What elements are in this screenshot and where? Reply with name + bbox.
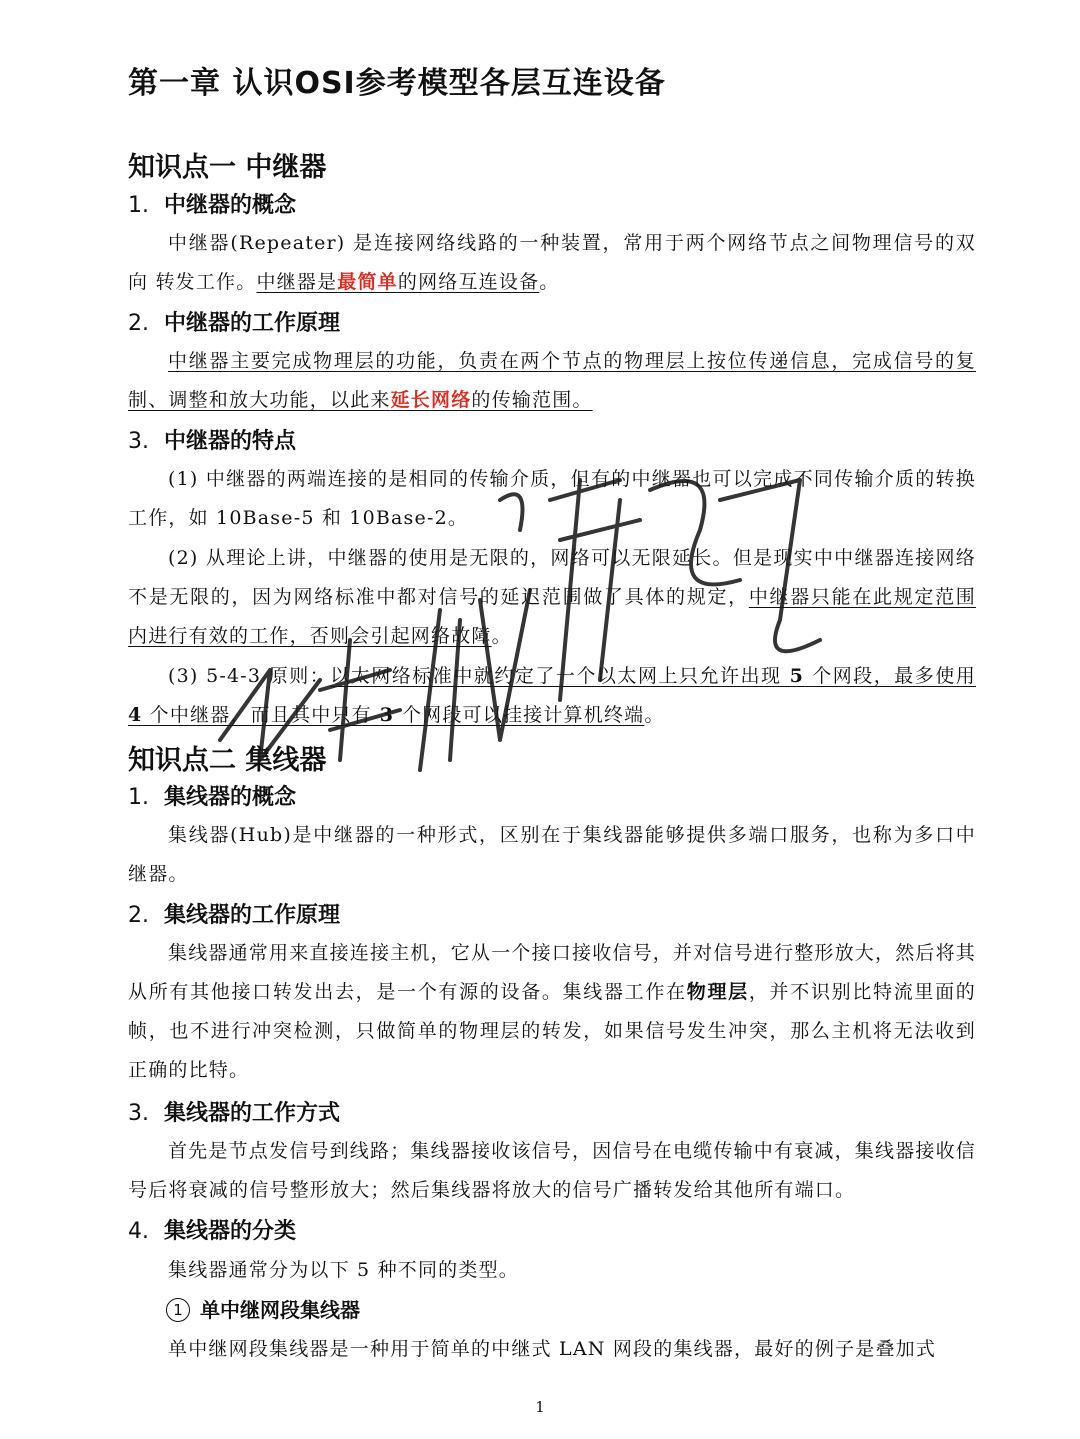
highlight-red-text: 最简单 [337,271,398,293]
paragraph-hub-types-intro: 集线器通常分为以下 5 种不同的类型。 [168,1259,519,1281]
bold-number: 4 [128,704,143,726]
text-run: 个网段可以挂接计算机终端 [401,704,645,726]
text-run: 。 [644,704,665,726]
section-2-4-heading [128,1214,296,1245]
text-run: 的网络互连设备 [397,271,540,293]
text-run: 以太网络标准中就约定了一个以太网上只允许出现 [330,665,782,687]
page-number: 1 [535,1398,545,1416]
text-run: (2) 从理论上讲，中继器的使用是无限的，网络可以无限延长。但是现实中中继器连接网络不是无限的，因为网络标准中都对信号的延迟范围做了具体的规定， [128,547,976,608]
section-1-1-heading [128,188,296,219]
circled-number-1: 1 [166,1298,190,1322]
section-title: 中继器的特点 [164,429,297,454]
chapter-title: 第一章 认识OSI参考模型各层互连设备 [128,66,666,101]
knowledge-point-1-title: 知识点一 中继器 [128,152,327,183]
subsection-title: 单中继网段集线器 [200,1298,360,1322]
bold-term: 物理层 [686,981,749,1003]
paragraph-repeater-principle [128,342,976,420]
text-run: ，并不识别比特流里面的帧，也不进行冲突检测，只做简单的物理层的转发，如果信号发生冲突，那么主机将无法收到正确的比特。 [128,981,977,1081]
text-run: 的传输范围。 [471,389,593,411]
bold-number: 5 [781,665,813,687]
section-title: 集线器的工作方式 [164,1101,341,1126]
paragraph-repeater-concept [128,224,976,302]
section-title: 集线器的工作原理 [164,903,341,928]
section-1-2-heading [128,306,340,337]
text-run: 。 [539,271,560,293]
bold-number: 3 [371,704,402,726]
text-run: 集线器通常用来直接连接主机，它从一个接口接收信号，并对信号进行整形放大，然后将其从所有其他接口转发出去，是一个有源的设备。集线器工作在 [128,942,977,1003]
text-run: (3) 5-4-3 原则： [168,665,331,687]
section-title: 集线器的分类 [164,1219,297,1244]
paragraph-repeater-feature-1: (1) 中继器的两端连接的是相同的传输介质，但有的中继器也可以完成不同传输介质的转换工作，如 10Base-5 和 10Base-2。 [128,468,976,529]
paragraph-single-repeater-hub: 单中继网段集线器是一种用于简单的中继式 LAN 网段的集线器，最好的例子是叠加式 [168,1338,937,1360]
knowledge-point-2-title: 知识点二 集线器 [128,745,327,776]
highlight-red-text: 延长网络 [390,389,472,411]
paragraph-hub-concept: 集线器(Hub)是中继器的一种形式，区别在于集线器能够提供多端口服务，也称为多口中 继器。 [128,824,976,885]
section-1-3-heading [128,424,296,455]
section-number: 1. [128,785,149,810]
section-2-2-heading [128,898,340,929]
section-number: 3. [128,1101,149,1126]
underlined-text: 中继器只能在此规定范围内进行有效的工作，否则会引起网络故障 [128,586,976,647]
section-2-1-heading [128,780,296,811]
section-title: 集线器的概念 [164,785,297,810]
section-2-3-heading [128,1096,340,1127]
section-number: 2. [128,311,149,336]
section-number: 2. [128,903,149,928]
text-run: 个中继器，而且其中只有 [142,704,372,726]
text-run: 中继器(Repeater) 是连接网络线路的一种装置，常用于两个网络节点之间物理信号的双向 转发工作。 [128,232,976,293]
text-run: 个网段，最多使用 [812,665,977,687]
underlined-text [128,350,976,411]
section-title: 中继器的工作原理 [164,311,341,336]
subsection-single-repeater-hub [166,1294,360,1323]
paragraph-hub-operation: 首先是节点发信号到线路；集线器接收该信号，因信号在电缆传输中有衰减，集线器接收信号后将衰减的信号整形放大；然后集线器将放大的信号广播转发给其他所有端口。 [128,1140,977,1201]
paragraph-repeater-feature-2 [128,539,976,656]
section-number: 4. [128,1219,149,1244]
underlined-text [256,271,539,293]
text-run: 。 [491,625,512,647]
section-number: 3. [128,429,149,454]
section-number: 1. [128,193,149,218]
section-title: 中继器的概念 [164,193,297,218]
paragraph-hub-principle [128,934,976,1090]
paragraph-5-4-3-rule [128,657,976,735]
text-run: 中继器主要完成物理层的功能，负责在两个节点的物理层上按位传递信息，完成信号的复 制、调整和放大功能，以此来 [128,350,976,411]
text-run: 中继器是 [256,271,338,293]
